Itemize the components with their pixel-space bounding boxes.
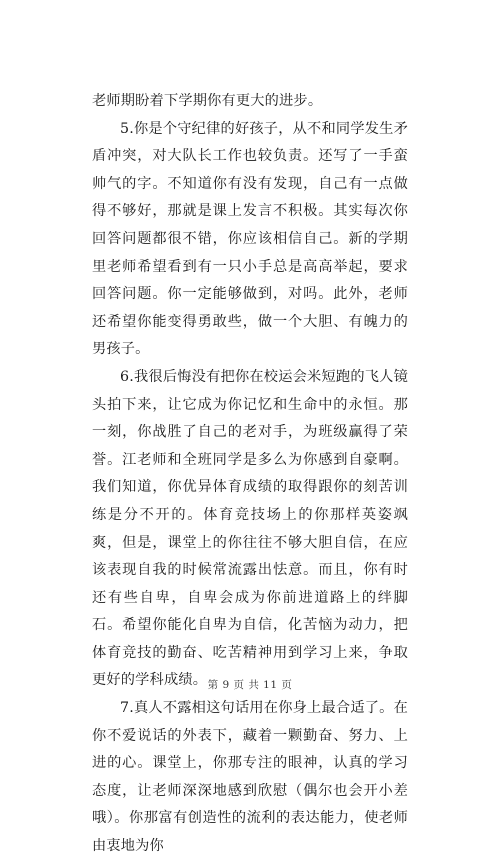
comment-paragraph-5: 5.你是个守纪律的好孩子，从不和同学发生矛盾冲突，对大队长工作也较负责。还写了一手蛮帅气的字。不知道你有没有发现，自己有一点做得不够好，那就是课上发言不积极。其实每次你回答问题都很不错，你应该相信自己。新的学期里老师希望看到有一只小手总是高高举起，要求回答问题。你一定能够做到，对吗。此外，老师还希望你能变得勇敢些，做一个大胆、有魄力的男孩子。 — [92, 120, 408, 358]
paragraph-continuation: 老师期盼着下学期你有更大的进步。 — [92, 93, 323, 109]
page-footer: 第 9 页 共 11 页 — [207, 679, 293, 691]
document-body — [92, 88, 408, 861]
comment-paragraph-7: 7.真人不露相这句话用在你身上最合适了。在你不爱说话的外表下，藏着一颗勤奋、努力、上进的心。课堂上，你那专注的眼神，认真的学习态度，让老师深深地感到欣慰（偶尔也会开小差哦）。你那富有创造性的流利的表达能力，使老师由衷地为你 — [92, 700, 408, 855]
comment-paragraph-6: 6.我很后悔没有把你在校运会米短跑的飞人镜头拍下来，让它成为你记忆和生命中的永恒。那一刻，你战胜了自己的老对手，为班级赢得了荣誉。江老师和全班同学是多么为你感到自豪啊。我们知道，你优异体育成绩的取得跟你的刻苦训练是分不开的。体育竞技场上的你那样英姿飒爽，但是，课堂上的你往往不够大胆自信，在应该表现自我的时候常流露出怯意。而且，你有时还有些自卑，自卑会成为你前进道路上的绊脚石。希望你能化自卑为自信，化苦恼为动力，把体育竞技的勤奋、吃苦精神用到学习上来，争取更好的学科成绩。 — [92, 368, 408, 689]
